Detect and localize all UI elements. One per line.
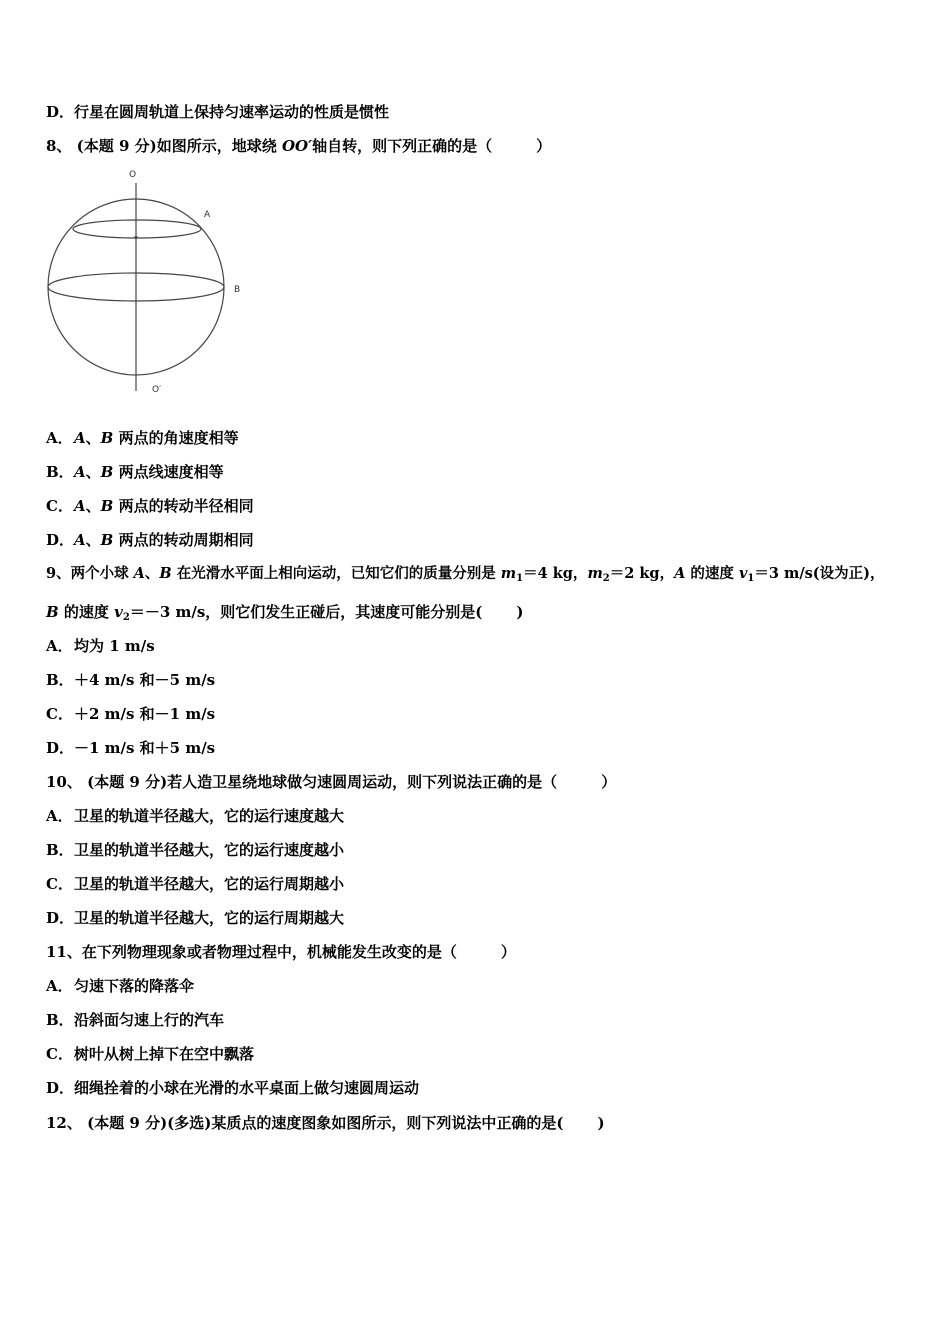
question-12-stem: 12、 (本题 9 分)(多选)某质点的速度图象如图所示，则下列说法中正确的是( )	[46, 1114, 605, 1132]
question-9-stem-line2: B 的速度 $v_2=-3$ m/s，则它们发生正碰后，其速度可能分别是( )	[46, 603, 524, 623]
q7-option-d	[46, 102, 389, 122]
q11-option-b: B．沿斜面匀速上行的汽车	[46, 1011, 225, 1029]
question-number: 11、	[46, 943, 82, 961]
q9-option-a: A．均为 1 m/s	[46, 637, 155, 655]
q11-option-c: C．树叶从树上掉下在空中飘落	[46, 1045, 255, 1063]
label-point-a: A	[204, 210, 211, 220]
option-text: 行星在圆周轨道上保持匀速率运动的性质是惯性	[74, 103, 390, 121]
question-11-stem: 11、在下列物理现象或者物理过程中，机械能发生改变的是（ ）	[46, 943, 516, 961]
axis-label: OO′	[281, 137, 313, 155]
q8-option-a: A．A、B 两点的角速度相等	[46, 429, 239, 447]
q8-option-b: B．A、B 两点线速度相等	[46, 463, 224, 481]
q8-option-d: D．A、B 两点的转动周期相同	[46, 531, 254, 549]
question-number: 10、	[46, 773, 82, 791]
option-letter: D．	[46, 103, 75, 121]
q10-option-d: D．卫星的轨道半径越大，它的运行周期越大	[46, 909, 345, 927]
earth-diagram	[40, 165, 255, 397]
question-number: 9、	[46, 565, 71, 582]
q11-option-d: D．细绳拴着的小球在光滑的水平桌面上做匀速圆周运动	[46, 1079, 420, 1097]
q9-option-c: C．＋2 m/s 和－1 m/s	[46, 705, 216, 723]
q9-option-d: D．－1 m/s 和＋5 m/s	[46, 739, 216, 757]
latitude-circle-a	[73, 220, 201, 238]
label-o-bottom: O′	[152, 385, 162, 395]
question-10-stem: 10、 (本题 9 分)若人造卫星绕地球做匀速圆周运动，则下列说法正确的是（ ）	[46, 773, 617, 791]
q8-option-c: C．A、B 两点的转动半径相同	[46, 497, 254, 515]
earth-rotation-figure	[40, 165, 255, 397]
question-number: 8、	[46, 137, 72, 155]
question-8-stem: 8、 (本题 9 分)如图所示，地球绕 OO′轴自转，则下列正确的是（ ）	[46, 137, 552, 155]
q10-option-c: C．卫星的轨道半径越大，它的运行周期越小	[46, 875, 345, 893]
question-9-stem-line1: 9、两个小球 A、B 在光滑水平面上相向运动，已知它们的质量分别是 $m_1=4$ kg，$m_2=2$ kg，A 的速度 $v_1=3$ m/s(设为正)，	[46, 565, 885, 584]
label-point-b: B	[234, 285, 241, 295]
label-o-top: O	[129, 170, 137, 180]
q10-option-a: A．卫星的轨道半径越大，它的运行速度越大	[46, 807, 345, 825]
q9-option-b: B．＋4 m/s 和－5 m/s	[46, 671, 216, 689]
question-number: 12、	[46, 1114, 82, 1132]
q10-option-b: B．卫星的轨道半径越大，它的运行速度越小	[46, 841, 345, 859]
q11-option-a: A．匀速下落的降落伞	[46, 977, 195, 995]
